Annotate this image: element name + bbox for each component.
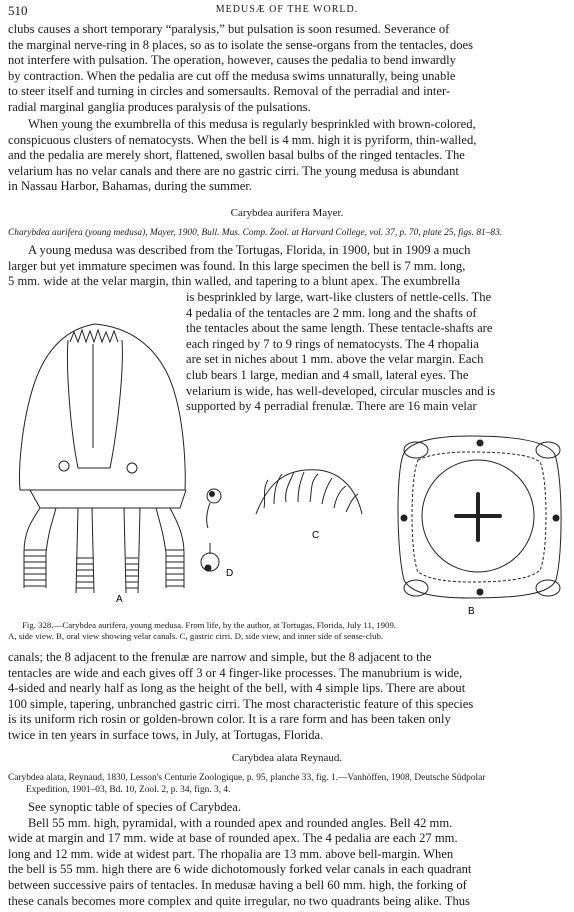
text-line: club bears 1 large, median and 4 small, lateral eyes. The <box>186 367 469 382</box>
text-line: supported by 4 perradial frenulæ. There are 16 main velar <box>186 399 477 414</box>
text-line: 4 pedalia of the tentacles are 2 mm. long and the shafts of <box>186 305 477 320</box>
page-header <box>8 3 566 21</box>
text-line: is its uniform rich rosin or golden-brown color. It is a rare form and has been taken only <box>8 712 451 727</box>
species-citation <box>8 772 568 796</box>
text-line: these canals becomes more complex and quite irregular, no two quadrants being alike. Thus <box>8 893 470 908</box>
figure-label-c: C <box>312 530 320 541</box>
species-description-cont <box>8 650 566 744</box>
figure-label-a: A <box>116 594 123 605</box>
species-title: Carybdea aurifera Mayer. <box>230 207 344 219</box>
text-line: the marginal nerve-ring in 8 places, so as to isolate the sense-organs from the tentacles, does <box>8 37 474 52</box>
species-description <box>8 800 566 909</box>
figure-d-sense-club <box>201 489 221 571</box>
running-head: MEDUSÆ OF THE WORLD. <box>215 4 359 15</box>
text-line: larger but yet immature specimen was found. In this large specimen the bell is 7 mm. long, <box>8 258 466 273</box>
text-line: tentacles are wide and each gives off 3 or 4 finger-like processes. The manubrium is wide, <box>8 665 463 680</box>
text-line: is besprinkled by large, wart-like clusters of nettle-cells. The <box>186 290 492 304</box>
species-title: Carybdea alata Reynaud. <box>231 752 343 764</box>
text-line: 4-sided and nearly half as long as the height of the bell, with 4 simple lips. There are about <box>8 681 466 696</box>
text-line: to steer itself and turning in circles and somersaults. Removal of the perradial and inter- <box>8 84 451 99</box>
text-line: radial marginal ganglia produces paralysis of the pulsations. <box>8 99 311 114</box>
figure-c-gastric-cirri <box>256 470 362 514</box>
text-line: by contraction. When the pedalia are cut off the medusa swims unnaturally, being unable <box>8 68 456 83</box>
text-line: twice in ten years in surface tows, in July, at Tortugas, Florida. <box>8 727 324 742</box>
text-line: wide at margin and 17 mm. wide at base of rounded apex. The 4 pedalia are each 27 mm. <box>8 831 458 846</box>
caption-line: Fig. 328.—Carybdea aurifera, young medusa. From life, by the author, at Tortugas, Florida, July 11, 1909. <box>22 620 397 630</box>
text-line: 5 mm. wide at the velar margin, thin walled, and tapering to a blunt apex. The exumbrella <box>8 274 461 289</box>
figure-label-b: B <box>468 606 475 617</box>
text-line: 100 simple, tapering, unbranched gastric cirri. The most characteristic feature of this species <box>8 696 474 711</box>
text-line: velarium has no velar canals and there are no gastric cirri. The young medusa is abundant <box>8 163 459 178</box>
species-description <box>8 243 566 290</box>
paragraph-1 <box>8 22 566 116</box>
species-citation <box>8 227 568 239</box>
text-line: canals; the 8 adjacent to the frenulæ are narrow and simple, but the 8 adjacent to the <box>8 650 432 664</box>
figure-caption <box>8 620 568 642</box>
caption-line: A, side view. B, oral view showing velar canals. C, gastric cirri. D, side view, and inner side of sense-club. <box>8 631 384 641</box>
citation-line: Expedition, 1901–03, Bd. 10, Zool. 2, p. 34, fign. 3, 4. <box>26 785 231 795</box>
page-number: 510 <box>8 3 28 18</box>
figure-a-side-view <box>19 324 186 593</box>
text-line: Bell 55 mm. high, pyramidal, with a rounded apex and rounded angles. Bell 42 mm. <box>28 815 453 830</box>
text-line: and the pedalia are merely short, flattened, swollen basal bulbs of the ringed tentacles. The <box>8 148 465 163</box>
text-line: conspicuous clusters of nematocysts. When the bell is 4 mm. high it is pyriform, thin-walled, <box>8 132 477 147</box>
paragraph-2 <box>8 117 566 195</box>
text-line: See synoptic table of species of Carybdea. <box>28 800 241 814</box>
citation-line: Carybdea alata, Reynaud, 1830, Lesson's Centurie Zoologique, p. 95, planche 33, fig. 1.—Vanhöffen, 1908, Deutsche Südpolar <box>8 773 486 783</box>
text-line: are set in niches about 1 mm. above the velar margin. Each <box>186 352 484 367</box>
figure-328 <box>0 318 574 618</box>
text-line: long and 12 mm. wide at widest part. The rhopalia are 13 mm. above bell-margin. When <box>8 846 454 861</box>
text-line: each ringed by 7 to 9 rings of nematocysts. The 4 rhopalia <box>186 336 479 351</box>
text-line: in Nassau Harbor, Bahamas, during the summer. <box>8 179 252 194</box>
text-line: When young the exumbrella of this medusa is regularly besprinkled with brown-colored, <box>28 117 476 131</box>
figure-label-d: D <box>226 568 234 579</box>
text-line: velarium is wide, has well-developed, circular muscles and is <box>186 383 496 398</box>
citation-line: Charybdea aurifera (young medusa), Mayer, 1900, Bull. Mus. Comp. Zool. at Harvard College, vol. 37, p. 70, plate 25, figs. 81–83. <box>8 228 503 238</box>
text-line: between successive pairs of tentacles. In medusæ having a bell 60 mm. high, the forking of <box>8 877 467 892</box>
text-line: A young medusa was described from the Tortugas, Florida, in 1900, but in 1909 a much <box>28 243 471 257</box>
figure-b-oral-view <box>398 436 561 598</box>
text-line: clubs causes a short temporary “paralysis,” but pulsation is soon resumed. Severance of <box>8 22 450 36</box>
text-line: the tentacles about the same length. These tentacle-shafts are <box>186 321 493 336</box>
text-line: the bell is 55 mm. high there are 6 wide dichotomously forked velar canals in each quadrant <box>8 862 472 877</box>
text-line: not interfere with pulsation. The operation, however, causes the pedalia to bend inwardly <box>8 53 456 68</box>
